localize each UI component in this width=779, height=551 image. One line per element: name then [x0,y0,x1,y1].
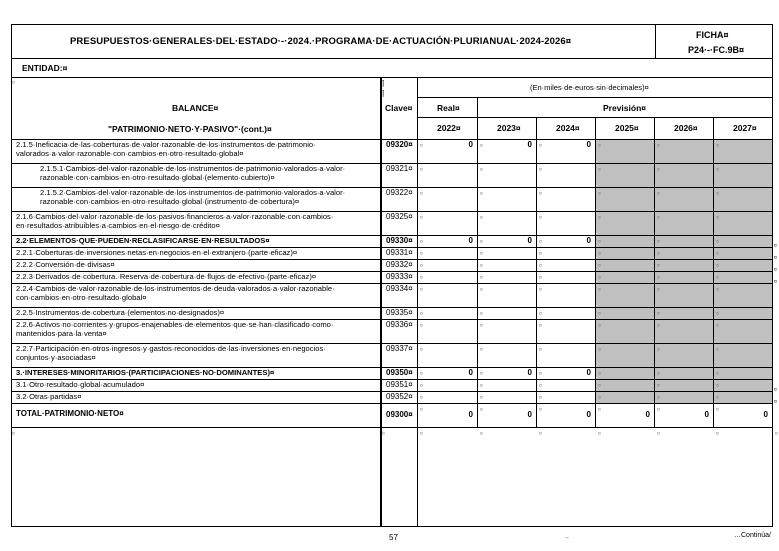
cell-mark: ¤ [539,431,542,437]
cell-mark: ¤ [716,251,719,257]
row-label: 2.2.5·Instrumentos·de·cobertura·(elementos·no·designados)¤ [16,308,225,317]
row-clave: 09334¤ [386,284,413,293]
cell-mark: ¤ [716,323,719,329]
row-label: 2.2.4·Cambios·de·valor·razonable·de·los·instrumentos·de·deuda·valorados·a·valor·razonable· con·cambios·en·otro·resultado·global¤ [16,284,335,302]
cell-mark: ¤ [774,255,777,261]
row-label: 3.2·Otras·partidas¤ [16,392,82,401]
disabled-cell-shade [595,283,772,307]
year-heading: 2026¤ [674,123,698,133]
entidad-label: ENTIDAD:¤ [22,63,68,73]
grid-line-vertical [380,77,385,526]
cell-mark: ¤ [774,387,777,393]
row-clave: 09352¤ [386,392,413,401]
disabled-cell-shade [595,379,772,391]
cell-mark: ¤ [598,431,601,437]
cell-mark: ¤ [598,251,601,257]
cell-mark: ¤ [539,383,542,389]
cell-mark: ¤ [420,143,423,149]
row-clave: 09320¤ [386,140,413,149]
year-heading: 2022¤ [437,123,461,133]
row-value[interactable]: 0 [527,140,532,149]
disabled-cell-shade [595,139,772,163]
prevision-heading: Previsión¤ [603,103,646,113]
cell-mark: ¤ [12,80,15,86]
row-value[interactable]: 0 [468,410,473,419]
cell-mark: ¤ [657,275,660,281]
cell-mark: ¤ [420,311,423,317]
cell-mark: ¤ [598,311,601,317]
cell-mark: ¤ [598,371,601,377]
cell-mark: ¤ [420,323,423,329]
cell-mark: ¤ [539,347,542,353]
row-value[interactable]: 0 [527,410,532,419]
row-value[interactable]: 0 [468,140,473,149]
row-label: 2.1.6·Cambios·del·valor·razonable·de·los·pasivos·financieros·a·valor·razonable·con·cambios· en·resultados·atribuibles·a·cambios·en·el·riesgo·de·crédito¤ [16,212,334,230]
cell-mark: ¤ [539,239,542,245]
cell-mark: ¤ [657,347,660,353]
cell-mark: ¤ [480,215,483,221]
clave-heading: Clave¤ [385,103,413,113]
grid-line-horizontal [11,403,772,404]
cell-mark: ¤ [420,263,423,269]
row-value[interactable]: 0 [527,368,532,377]
cell-mark: ¤ [420,347,423,353]
cell-mark: ¤ [12,431,15,437]
year-heading: 2024¤ [556,123,580,133]
row-label: 2.2.3·Derivados·de·cobertura.·Reserva·de·cobertura·de·flujos·de·efectivo·(parte·eficaz)¤ [16,272,317,281]
row-clave: 09351¤ [386,380,413,389]
ficha-label: FICHA¤ [696,30,729,40]
row-clave: 09330¤ [386,236,413,245]
row-clave: 09332¤ [386,260,413,269]
row-value[interactable]: 0 [763,410,768,419]
disabled-cell-shade [595,343,772,367]
cell-mark: ¤ [774,399,777,405]
cell-mark: ¤ [598,383,601,389]
row-label: 2.1.5.2·Cambios·del·valor·razonable·de·los·instrumentos·de·patrimonio·valorados·a·valor· razonable·con·cambios·en·otro·resultado·global·(instrumento·de·cobertura)¤ [40,188,346,206]
cell-mark: ¤ [716,431,719,437]
balance-subtitle: "PATRIMONIO·NETO·Y·PASIVO"·(cont.)¤ [108,124,272,134]
cell-mark: ¤ [539,323,542,329]
cell-mark: ¤ [716,311,719,317]
cell-mark: ¤ [539,395,542,401]
cell-mark: ¤ [480,407,483,413]
cell-mark: ¤ [598,347,601,353]
cell-mark: ¤ [774,243,777,249]
row-clave: 09322¤ [386,188,413,197]
cell-mark: ¤ [539,263,542,269]
cell-mark: ¤ [657,251,660,257]
cell-mark: ¤ [420,383,423,389]
cell-mark: ¤ [657,323,660,329]
year-heading: 2025¤ [615,123,639,133]
grid-line-vertical [713,117,714,427]
cell-mark: ¤ [420,371,423,377]
cell-mark: ¤ [480,383,483,389]
cell-mark: ¤ [480,275,483,281]
row-label: TOTAL·PATRIMONIO·NETO¤ [16,409,124,418]
cell-mark: ¤ [657,407,660,413]
disabled-cell-shade [595,271,772,283]
cell-mark: ¤ [480,263,483,269]
cell-mark: ¤ [716,263,719,269]
cell-mark: ¤ [598,263,601,269]
cell-mark: ¤ [716,215,719,221]
row-clave: 09321¤ [386,164,413,173]
cell-mark: ¤ [598,287,601,293]
row-clave: 09350¤ [386,368,413,377]
cell-mark: ¤ [774,267,777,273]
cell-mark: ¤ [382,431,385,437]
units-note: (En·miles·de·euros·sin·decimales)¤ [530,83,649,92]
cell-mark: ¤ [716,347,719,353]
row-label: 2.2.7·Participación·en·otros·ingresos·y·gastos·reconocidos·de·las·inversiones·en·negocios· conjuntos·y·asociadas¤ [16,344,326,362]
cell-mark: ¤ [539,191,542,197]
cell-mark: ¤ [716,167,719,173]
cell-mark: ¤ [775,431,778,437]
year-heading: 2027¤ [733,123,757,133]
row-label: 3.1·Otro·resultado·global·acumulado¤ [16,380,145,389]
cell-mark: ¤ [598,143,601,149]
page-title: PRESUPUESTOS·GENERALES·DEL·ESTADO·-·2024.·PROGRAMA·DE·ACTUACIÓN·PLURIANUAL·2024-2026¤ [70,36,572,47]
cell-mark: ¤ [420,275,423,281]
row-label: 2.1.5·Ineficacia·de·las·coberturas·de·valor·razonable·de·los·instrumentos·de·patrimonio· valorados·a·valor·razonable·con·cambios·en·otro·resultado·global¤ [16,140,316,158]
cell-mark: ¤ [598,239,601,245]
disabled-cell-shade [595,247,772,259]
row-value[interactable]: 0 [586,368,591,377]
disabled-cell-shade [595,187,772,211]
para-mark: ¶ [380,79,385,88]
cell-mark: ¤ [716,239,719,245]
cell-mark: ¤ [657,215,660,221]
cell-mark: ¤ [774,279,777,285]
row-value[interactable]: 0 [586,236,591,245]
cell-mark: ¤ [539,215,542,221]
cell-mark: ¤ [480,395,483,401]
disabled-cell-shade [595,319,772,343]
grid-line-vertical [595,117,596,427]
cell-mark: ¤ [598,395,601,401]
grid-line-vertical [654,117,655,427]
cell-mark: ¤ [539,311,542,317]
row-clave: 09333¤ [386,272,413,281]
row-clave: 09300¤ [386,410,413,419]
continues-note: …Continúa/ [734,532,771,539]
balance-heading: BALANCE¤ [172,103,219,113]
disabled-cell-shade [595,211,772,235]
row-value[interactable]: 0 [645,410,650,419]
row-value[interactable]: 0 [468,368,473,377]
cell-mark: ¤ [657,287,660,293]
cell-mark: ¤ [657,239,660,245]
cell-mark: ¤ [657,431,660,437]
cell-mark: ¤ [480,431,483,437]
disabled-cell-shade [595,367,772,379]
cell-mark: ¤ [420,431,423,437]
cell-mark: ¤ [598,191,601,197]
row-value[interactable]: 0 [586,410,591,419]
cell-mark: ¤ [598,407,601,413]
row-label: 2.2.6·Activos·no·corrientes·y·grupos·enajenables·de·elementos·que·se·han·clasificado·como· mantenidos·para·la·venta¤ [16,320,334,338]
page-number: 57 [389,533,398,542]
cell-mark: ¤ [539,371,542,377]
cell-mark: ¤ [598,167,601,173]
disabled-cell-shade [595,235,772,247]
cell-mark: ¤ [657,143,660,149]
row-label: 2.2.1·Coberturas·de·inversiones·netas·en·negocios·en·el·extranjero·(parte·eficaz)¤ [16,248,298,257]
cell-mark: ¤ [539,251,542,257]
cell-mark: ¤ [420,251,423,257]
row-clave: 09335¤ [386,308,413,317]
cell-mark: ¤ [539,275,542,281]
row-clave: 09331¤ [386,248,413,257]
row-value[interactable]: 0 [468,236,473,245]
cell-mark: ¤ [716,191,719,197]
cell-mark: ¤ [716,395,719,401]
grid-line-horizontal [11,427,772,428]
cell-mark: ¤ [480,371,483,377]
cell-mark: ¤ [716,275,719,281]
cell-mark: ¤ [539,143,542,149]
cell-mark: ¤ [480,311,483,317]
cell-mark: ¤ [598,323,601,329]
cell-mark: ¤ [420,287,423,293]
cell-mark: ¤ [657,191,660,197]
row-label: 2.1.5.1·Cambios·del·valor·razonable·de·los·instrumentos·de·patrimonio·valorados·a·valor· razonable·con·cambios·en·otro·resultado·global·(elemento·cubierto)¤ [40,164,346,182]
cell-mark: ¤ [539,167,542,173]
disabled-cell-shade [595,307,772,319]
cell-mark: ¤ [716,143,719,149]
real-heading: Real¤ [437,103,460,113]
cell-mark: ¤ [657,263,660,269]
cell-mark: ¤ [420,395,423,401]
grid-line-horizontal [417,97,772,98]
cell-mark: ¤ [420,407,423,413]
year-heading: 2023¤ [497,123,521,133]
cell-mark: ¤ [657,167,660,173]
row-label: 3.·INTERESES·MINORITARIOS·(PARTICIPACIONES·NO·DOMINANTES)¤ [16,368,275,377]
disabled-cell-shade [595,259,772,271]
cell-mark: ¤ [657,311,660,317]
cell-mark: ¤ [420,215,423,221]
grid-line-vertical [536,117,537,427]
cell-mark: ¤ [480,191,483,197]
cell-mark: ¤ [480,251,483,257]
row-label: 2.2·ELEMENTOS·QUE·PUEDEN·RECLASIFICARSE·EN·RESULTADOS¤ [16,236,270,245]
row-clave: 09336¤ [386,320,413,329]
row-value[interactable]: 0 [704,410,709,419]
row-clave: 09325¤ [386,212,413,221]
cell-mark: ¤ [420,191,423,197]
cell-mark: ¤ [598,215,601,221]
row-value[interactable]: 0 [527,236,532,245]
disabled-cell-shade [595,163,772,187]
cell-mark: ¤ [420,239,423,245]
row-value[interactable]: 0 [586,140,591,149]
cell-mark: ¤ [716,371,719,377]
ficha-code: P24·-·FC.9B¤ [688,45,745,55]
cell-mark: ¤ [716,407,719,413]
para-mark: ¶ [380,89,385,98]
disabled-cell-shade [595,391,772,403]
cell-mark: ¤ [480,167,483,173]
cell-mark: ¤ [480,287,483,293]
row-clave: 09337¤ [386,344,413,353]
row-label: 2.2.2·Conversión·de·divisas¤ [16,260,115,269]
cell-mark: ¤ [539,287,542,293]
cell-mark: ¤ [657,371,660,377]
cell-mark: ¤ [480,347,483,353]
cell-mark: ¤ [716,287,719,293]
cell-mark: ¤ [657,383,660,389]
cell-mark: ¤ [420,167,423,173]
cell-mark: ¤ [716,383,719,389]
cell-mark: ¤ [539,407,542,413]
cell-mark: ¤ [657,395,660,401]
cell-mark: ¤ [480,143,483,149]
cell-mark: ¤ [480,323,483,329]
arrow-mark: → [563,534,570,541]
cell-mark: ¤ [598,275,601,281]
cell-mark: ¤ [480,239,483,245]
